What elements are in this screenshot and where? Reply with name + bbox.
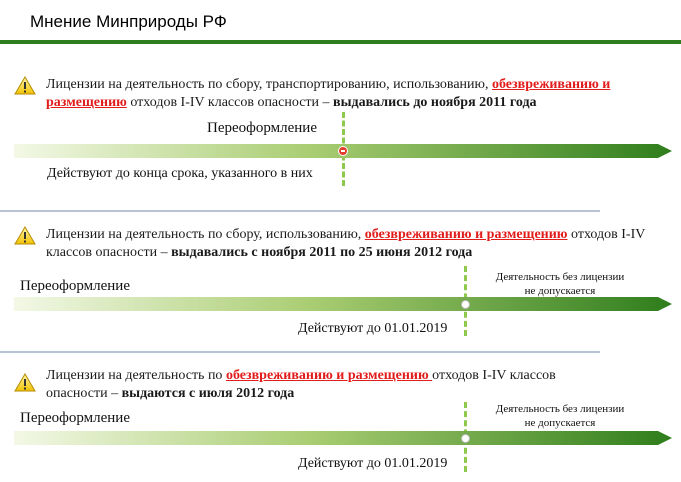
note-line-1: Деятельность без лицензии xyxy=(495,403,625,415)
warning-icon xyxy=(14,76,36,95)
warning-icon xyxy=(14,226,36,245)
validity-label: Действуют до 01.01.2019 xyxy=(298,321,448,336)
license-text xyxy=(46,226,671,262)
timeline-marker-red xyxy=(338,146,348,156)
license-text xyxy=(46,76,671,112)
text-before: Лицензии на деятельность по xyxy=(46,368,226,383)
bold-text: выдавались с ноября 2011 по 25 июня 2012 года xyxy=(171,245,473,260)
no-license-note xyxy=(475,402,645,430)
bold-text: выдавались до ноября 2011 года xyxy=(333,95,537,110)
highlight-text: обезвреживанию и размещению xyxy=(225,368,433,383)
reissue-label: Переоформление xyxy=(207,120,317,136)
highlight-text: обезвреживанию и размещению xyxy=(46,77,611,110)
timeline-marker xyxy=(461,434,470,443)
text-middle: отходов I-IV классов опасности – xyxy=(46,227,646,260)
note-line-1: Деятельность без лицензии xyxy=(495,271,625,283)
no-license-note xyxy=(475,270,645,298)
bold-text: выдаются с июля 2012 года xyxy=(121,386,295,401)
reissue-label: Переоформление xyxy=(20,410,130,426)
text-before: Лицензии на деятельность по сбору, использованию, xyxy=(46,227,365,242)
highlight-text: обезвреживанию и размещению xyxy=(364,227,568,242)
section-separator xyxy=(0,351,600,353)
validity-label: Действуют до 01.01.2019 xyxy=(298,456,448,471)
timeline-marker xyxy=(461,300,470,309)
timeline-arrow xyxy=(14,429,672,447)
license-text xyxy=(46,367,616,403)
section-separator xyxy=(0,210,600,212)
validity-label: Действуют до конца срока, указанного в них xyxy=(47,166,313,181)
text-middle: отходов I-IV классов опасности – xyxy=(46,368,556,401)
title-divider xyxy=(0,40,681,44)
note-line-2: не допускается xyxy=(524,417,596,429)
note-line-2: не допускается xyxy=(524,285,596,297)
page-title: Мнение Минприроды РФ xyxy=(30,12,227,31)
text-middle: отходов I-IV классов опасности – xyxy=(126,95,334,110)
timeline-arrow xyxy=(14,295,672,313)
text-before: Лицензии на деятельность по сбору, транспортированию, использованию, xyxy=(46,77,492,92)
reissue-label: Переоформление xyxy=(20,278,130,294)
warning-icon xyxy=(14,373,36,392)
